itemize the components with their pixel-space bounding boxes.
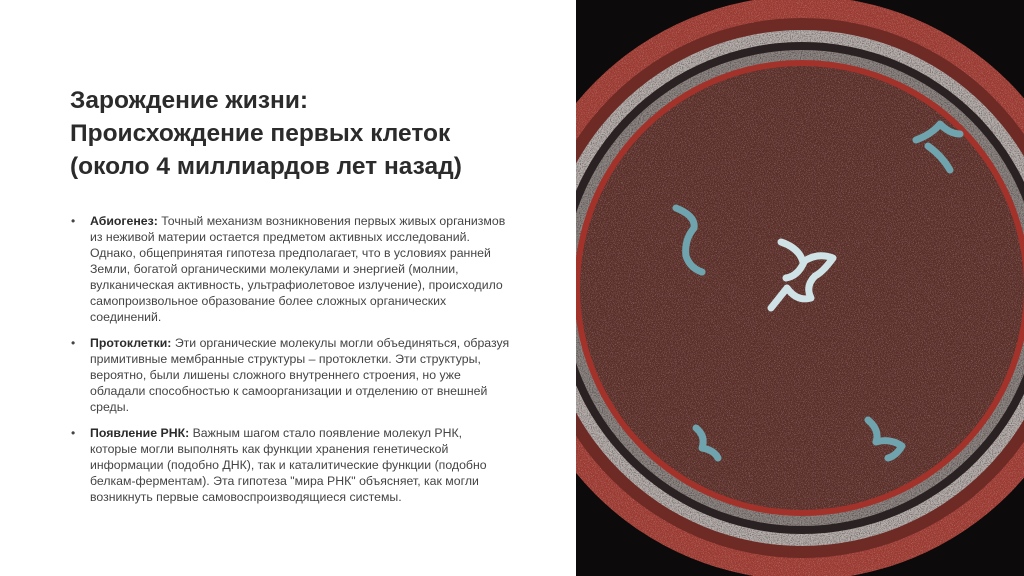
bullet-dot: • [71, 426, 76, 440]
bullet-rna [70, 425, 510, 505]
protocell-illustration [576, 0, 1024, 576]
bullet-term: Появление РНК: [90, 426, 190, 440]
bullet-protocells [70, 335, 510, 415]
bullet-abiogenesis [70, 213, 510, 325]
title-line-3: (около 4 миллиардов лет назад) [70, 153, 462, 180]
title-line-2: Происхождение первых клеток [70, 120, 451, 147]
bullet-list [70, 213, 510, 505]
bullet-text: Эти органические молекулы могли объединяться, образуя примитивные мембранные структуры – протоклетки. Эти структуры, вероятно, были лишены сложного внутреннего строения, но уже обладали способностью к самоорганизации и отделению от внешней среды. [90, 336, 510, 414]
bullet-text: Точный механизм возникновения первых живых организмов из неживой материи остается предметом активных исследований. Однако, общепринятая гипотеза предполагает, что в условиях ранней Земли, богатой органическими молекулами и энергией (молнии, вулканическая активность, ультрафиолетовое излучение), происходило самопроизвольное образование более сложных органических соединений. [90, 214, 506, 324]
bullet-text: Важным шагом стало появление молекул РНК, которые могли выполнять как функции хранения генетической информации (подобно ДНК), так и каталитические функции (подобно белкам-ферментам). Эта гипотеза "мира РНК" объясняет, как могли возникнуть первые самовоспроизводящиеся системы. [90, 426, 487, 504]
bullet-dot: • [71, 214, 76, 228]
bullet-paragraph [90, 213, 510, 325]
protocell-image [576, 0, 1024, 576]
slide-title [70, 84, 510, 183]
title-line-1: Зарождение жизни: [70, 87, 309, 114]
bullet-dot: • [71, 336, 76, 350]
bullet-term: Абиогенез: [90, 214, 158, 228]
bullet-paragraph [90, 425, 510, 505]
bullet-term: Протоклетки: [90, 336, 172, 350]
text-column [70, 84, 510, 515]
bullet-paragraph [90, 335, 510, 415]
